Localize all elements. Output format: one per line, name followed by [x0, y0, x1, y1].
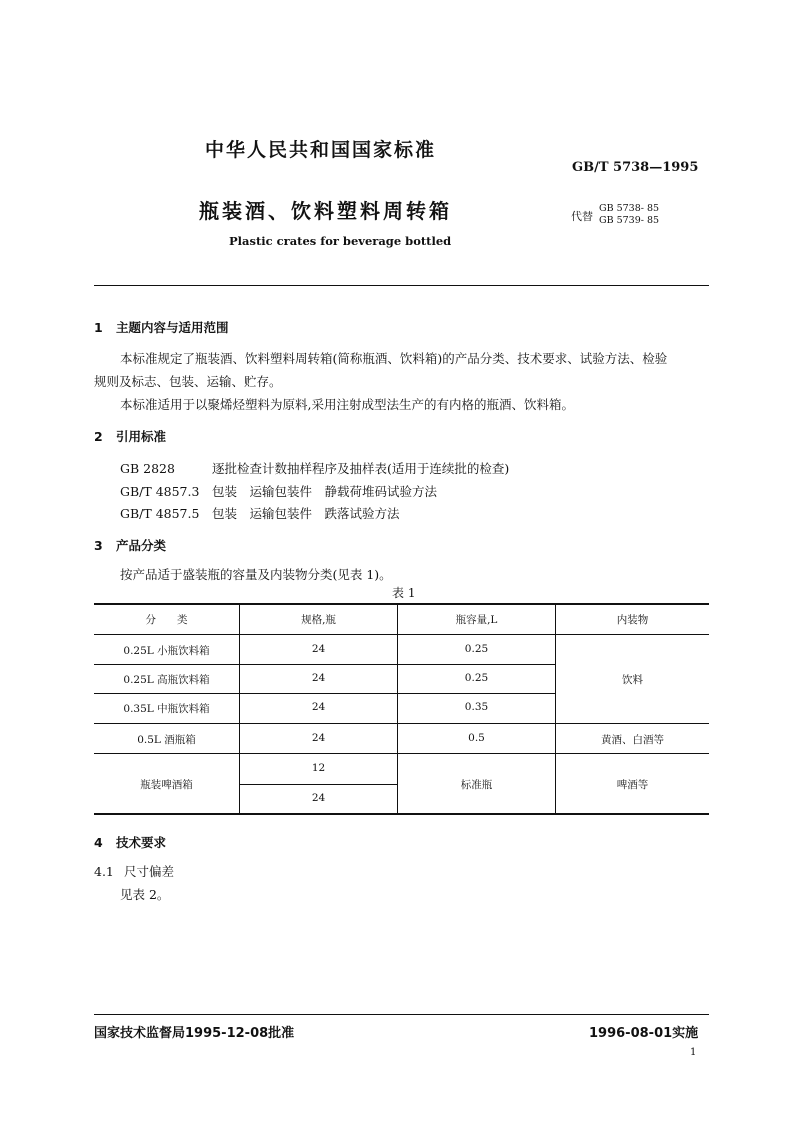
table-cell: 24	[311, 672, 326, 684]
table-cell: 12	[311, 762, 326, 774]
table-header-cell: 瓶容量,L	[455, 614, 498, 626]
section-1-paragraph: 本标准规定了瓶装酒、饮料塑料周转箱(简称瓶酒、饮料箱)的产品分类、技术要求、试验方法、检验	[120, 351, 668, 366]
section-4-heading: 4 技术要求	[94, 835, 167, 850]
table-header-cell: 内装物	[616, 614, 649, 626]
reference-item: GB/T 4857.5 包装 运输包装件 跌落试验方法	[120, 506, 400, 521]
table-cell: 0.5	[468, 732, 485, 744]
reference-item: GB 2828 逐批检查计数抽样程序及抽样表(适用于连续批的检查)	[120, 461, 510, 476]
section-1-heading: 1 主题内容与适用范围	[94, 320, 229, 335]
table-cell: 瓶装啤酒箱	[140, 779, 193, 791]
replaces-label: 代替	[571, 210, 593, 223]
table-cell: 0.35	[464, 701, 489, 713]
subsection-4-1-heading: 4.1 尺寸偏差	[94, 864, 175, 879]
table-cell: 0.35L 中瓶饮料箱	[123, 703, 210, 715]
table-cell: 0.5L 酒瓶箱	[137, 734, 196, 746]
table-rule	[94, 603, 709, 605]
header-divider	[94, 285, 709, 286]
standard-title: 中华人民共和国国家标准	[205, 139, 437, 161]
table-cell: 啤酒等	[616, 779, 649, 791]
reference-item: GB/T 4857.3 包装 运输包装件 静载荷堆码试验方法	[120, 484, 438, 499]
footer-divider	[94, 1014, 709, 1015]
table-rule	[94, 723, 709, 724]
table-cell: 24	[311, 701, 326, 713]
table-cell: 0.25L 小瓶饮料箱	[123, 645, 210, 657]
table-cell: 24	[311, 732, 326, 744]
table-rule	[94, 693, 555, 694]
subsection-4-1-text: 见表 2。	[120, 887, 170, 902]
table-rule	[94, 664, 555, 665]
table-rule	[94, 813, 709, 815]
standard-code: GB/T 5738—1995	[572, 160, 699, 175]
table-cell: 0.25	[464, 672, 489, 684]
page-number: 1	[690, 1047, 697, 1058]
approval-line: 国家技术监督局1995-12-08批准	[94, 1026, 295, 1041]
table-rule	[94, 634, 709, 635]
section-1-paragraph: 本标准适用于以聚烯烃塑料为原料,采用注射成型法生产的有内格的瓶酒、饮料箱。	[120, 397, 574, 412]
table-cell: 饮料	[622, 674, 643, 686]
table-header-cell: 分 类	[145, 614, 188, 626]
table-cell: 0.25L 高瓶饮料箱	[123, 674, 210, 686]
table-header-cell: 规格,瓶	[301, 614, 336, 626]
document-title: 瓶装酒、饮料塑料周转箱	[199, 199, 452, 223]
table-caption: 表 1	[392, 586, 416, 600]
table-cell: 标准瓶	[460, 779, 493, 791]
table-rule	[94, 753, 709, 754]
section-1-paragraph: 规则及标志、包装、运输、贮存。	[94, 374, 282, 389]
replaced-standard: GB 5738- 85	[599, 203, 660, 214]
table-rule	[239, 784, 397, 785]
section-3-intro: 按产品适于盛装瓶的容量及内装物分类(见表 1)。	[120, 567, 392, 582]
section-3-heading: 3 产品分类	[94, 538, 167, 553]
section-2-heading: 2 引用标准	[94, 429, 167, 444]
table-cell: 24	[311, 643, 326, 655]
table-cell: 0.25	[464, 643, 489, 655]
replaced-standard: GB 5739- 85	[599, 215, 660, 226]
document-subtitle: Plastic crates for beverage bottled	[229, 234, 452, 248]
table-cell: 24	[311, 792, 326, 804]
implementation-date: 1996-08-01实施	[589, 1026, 699, 1041]
table-cell: 黄酒、白酒等	[601, 734, 664, 746]
